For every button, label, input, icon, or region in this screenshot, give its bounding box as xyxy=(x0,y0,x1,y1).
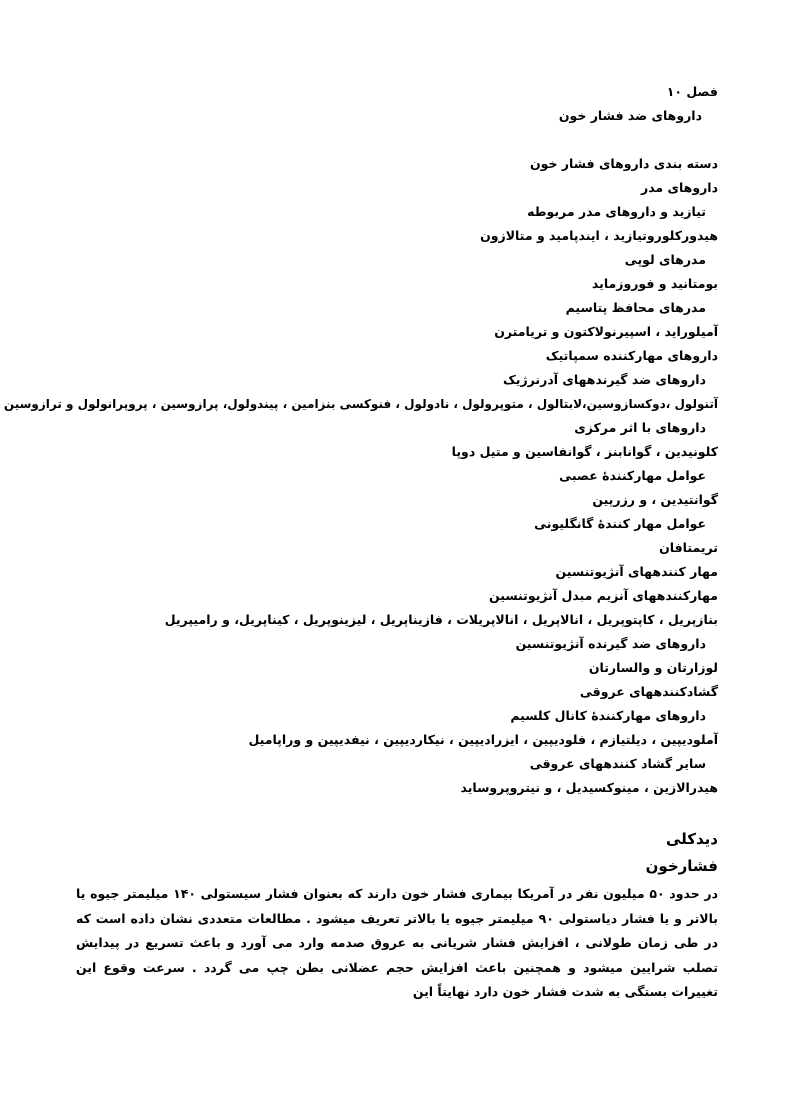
outline-item: داروهای مهارکنندهٔ کانال کلسیم xyxy=(510,708,706,723)
outline-item: سایر گشاد کنندههای عروقی xyxy=(529,756,706,771)
outline-item: تیازید و داروهای مدر مربوطه xyxy=(527,204,706,219)
outline-item: بنازپریل ، کاپتوپریل ، انالاپریل ، انالاپریلات ، فازیناپریل ، لیزینوپریل ، کیناپریل، و رامیپریل xyxy=(164,612,718,627)
outline-item: داروهای ضد گیرندههای آدرنرژیک xyxy=(502,372,706,387)
outline-item: عوامل مهارکنندهٔ عصبی xyxy=(559,468,706,483)
outline-item: لوزارتان و والسارتان xyxy=(588,660,718,675)
outline-item: مدرهای لوپی xyxy=(624,252,706,267)
chapter-title: داروهای ضد فشار خون xyxy=(558,108,702,123)
chapter-number: فصل ۱۰ xyxy=(666,84,718,99)
outline-item: داروهای مدر xyxy=(641,180,718,195)
outline-item: هیدورکلوروتیازید ، ایندپامید و متالازون xyxy=(480,228,718,243)
outline-item: بومتانید و فوروزماید xyxy=(591,276,718,291)
section-subheading: فشارخون xyxy=(645,857,718,875)
outline-item: مهارکنندههای آنزیم مبدل آنژیوتنسین xyxy=(488,588,718,603)
outline-item: آمیلوراید ، اسپیرنولاکتون و تریامترن xyxy=(494,324,718,339)
outline-item: داروهای ضد گیرنده آنژیوتنسین xyxy=(515,636,706,651)
outline-item: داروهای مهارکننده سمپاتیک xyxy=(545,348,718,363)
section-heading: دیدکلی xyxy=(665,830,718,848)
outline-item: آملودیپین ، دیلتیازم ، فلودیپین ، ایزرادیپین ، نیکاردیپین ، نیفدیپین و وراپامیل xyxy=(248,732,718,747)
outline-heading: دسته بندی داروهای فشار خون xyxy=(529,156,718,171)
outline-item: گشادکنندههای عروقی xyxy=(579,684,718,699)
body-paragraph: در حدود ۵۰ میلیون نفر در آمریکا بیماری فشار خون دارند که بعنوان فشار سیستولی ۱۴۰ میلیمتر جیوه یا بالاتر و یا فشار دیاستولی ۹۰ میلیمتر جیوه یا بالاتر تعریف میشود . مطالعات متعددی نشان داده است که در طی زمان طولانی ، افزایش فشار شریانی به عروق صدمه وارد می آورد و باعث تسریع در پیدایش تصلب شرایین میشود و همچنین باعث افزایش حجم عضلانی بطن چپ می گردد . سرعت وقوع این تغییرات بستگی به شدت فشار خون دارد نهایتاً این xyxy=(76,886,719,999)
outline-item: عوامل مهار کنندهٔ گانگلیونی xyxy=(534,516,706,531)
outline-item: مهار کنندههای آنژیوتنسین xyxy=(555,564,718,579)
outline-item: گوانتیدین ، و رزرپین xyxy=(592,492,718,507)
outline-item: داروهای با اثر مرکزی xyxy=(574,420,706,435)
outline-item: هیدرالازین ، مینوکسیدیل ، و نیتروپروساید xyxy=(460,780,718,795)
outline-item: مدرهای محافظ پتاسیم xyxy=(565,300,706,315)
outline-item: کلونیدین ، گوانابنز ، گوانفاسین و متیل دوپا xyxy=(451,444,718,459)
outline-item: تریمتافان xyxy=(659,540,718,555)
outline-item: آتنولول ،دوکسازوسین،لابتالول ، متوپرولول ، نادولول ، فنوکسی بنزامین ، پیندولول، پرازوسین ، پروپرانولول و ترازوسین xyxy=(3,397,718,411)
